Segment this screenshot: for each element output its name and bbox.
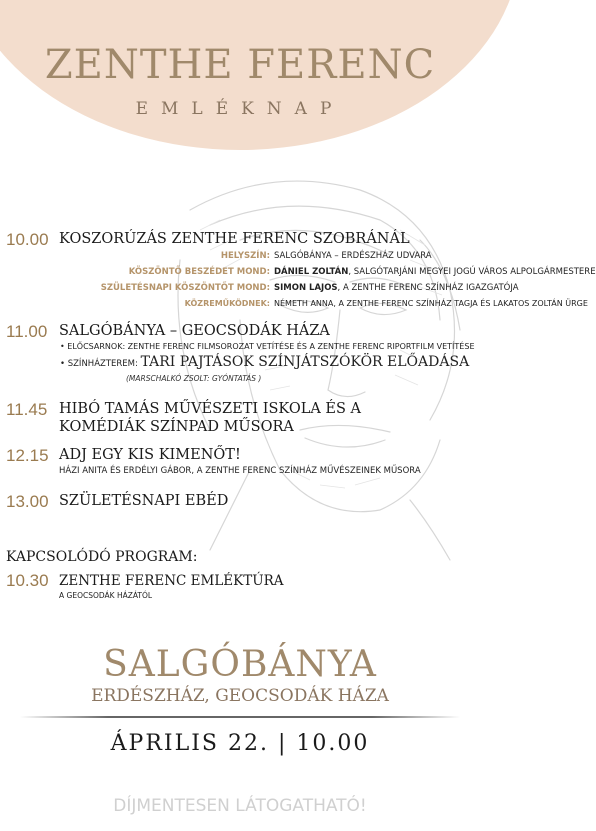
subtitle-item4: HÁZI ANITA ÉS ERDÉLYI GÁBOR, A ZENTHE FERENC SZÍNHÁZ MŰVÉSZEINEK MŰSORA	[59, 466, 421, 476]
bullet-lobby: • ELŐCSARNOK: ZENTHE FERENC FILMSOROZAT VETÍTÉSE ÉS A ZENTHE FERENC RIPORTFILM VETÍTÉSE	[60, 342, 475, 351]
title-item1: KOSZORÚZÁS ZENTHE FERENC SZOBRÁNÁL	[59, 231, 410, 247]
related-heading: KAPCSOLÓDÓ PROGRAM:	[6, 549, 198, 565]
bullet-theatre-main: TARI PAJTÁSOK SZÍNJÁTSZÓKÖR ELŐADÁSA	[140, 354, 470, 370]
venue-title: SALGÓBÁNYA	[103, 644, 377, 685]
time-item2: 11.00	[6, 322, 48, 341]
time-item5: 13.00	[6, 492, 49, 511]
title-item3-line1: HIBÓ TAMÁS MŰVÉSZETI ISKOLA ÉS A	[59, 401, 362, 417]
detail-value: SALGÓBÁNYA – ERDÉSZHÁZ UDVARA	[274, 251, 432, 261]
time-item4: 12.15	[6, 446, 49, 465]
venue-subtitle: ERDÉSZHÁZ, GEOCSODÁK HÁZA	[91, 686, 389, 706]
event-date: ÁPRILIS 22. | 10.00	[110, 731, 370, 756]
subtitle-related: A GEOCSODÁK HÁZÁTÓL	[59, 591, 153, 600]
time-item1: 10.00	[6, 230, 49, 249]
title-item3-line2: KOMÉDIÁK SZÍNPAD MŰSORA	[59, 419, 294, 435]
detail-value: SIMON LAJOS, A ZENTHE FERENC SZÍNHÁZ IGAZGATÓJA	[274, 283, 519, 293]
detail-label: SZÜLETÉSNAPI KÖSZÖNTŐT MOND:	[100, 283, 270, 293]
detail-value: DÁNIEL ZOLTÁN, SALGÓTARJÁNI MEGYEI JOGÚ VÁROS ALPOLGÁRMESTERE	[274, 267, 596, 277]
bullet-theatre: • SZÍNHÁZTEREM: TARI PAJTÁSOK SZÍNJÁTSZÓKÖR ELŐADÁSA	[60, 354, 470, 370]
divider	[20, 716, 460, 718]
event-title: ZENTHE FERENC	[44, 42, 436, 88]
free-entry-note: DÍJMENTESEN LÁTOGATHATÓ!	[113, 796, 367, 816]
detail-value: NÉMETH ANNA, A ZENTHE FERENC SZÍNHÁZ TAGJA ÉS LAKATOS ZOLTÁN ÜRGE	[274, 299, 588, 308]
time-related: 10.30	[6, 571, 49, 590]
title-item2: SALGÓBÁNYA – GEOCSODÁK HÁZA	[59, 323, 330, 339]
title-item5: SZÜLETÉSNAPI EBÉD	[59, 493, 229, 509]
detail-label: KÖZREMŰKÖDNEK:	[184, 299, 270, 308]
title-related: ZENTHE FERENC EMLÉKTÚRA	[59, 573, 284, 589]
event-subtitle: EMLÉKNAP	[135, 99, 345, 119]
detail-label: KÖSZÖNTŐ BESZÉDET MOND:	[128, 267, 270, 277]
title-item4: ADJ EGY KIS KIMENŐT!	[59, 447, 241, 463]
performance-note: (MARSCHALKÓ ZSOLT: GYÓNTATÁS )	[126, 374, 262, 383]
detail-label: HELYSZÍN:	[220, 251, 270, 261]
time-item3: 11.45	[6, 400, 48, 419]
